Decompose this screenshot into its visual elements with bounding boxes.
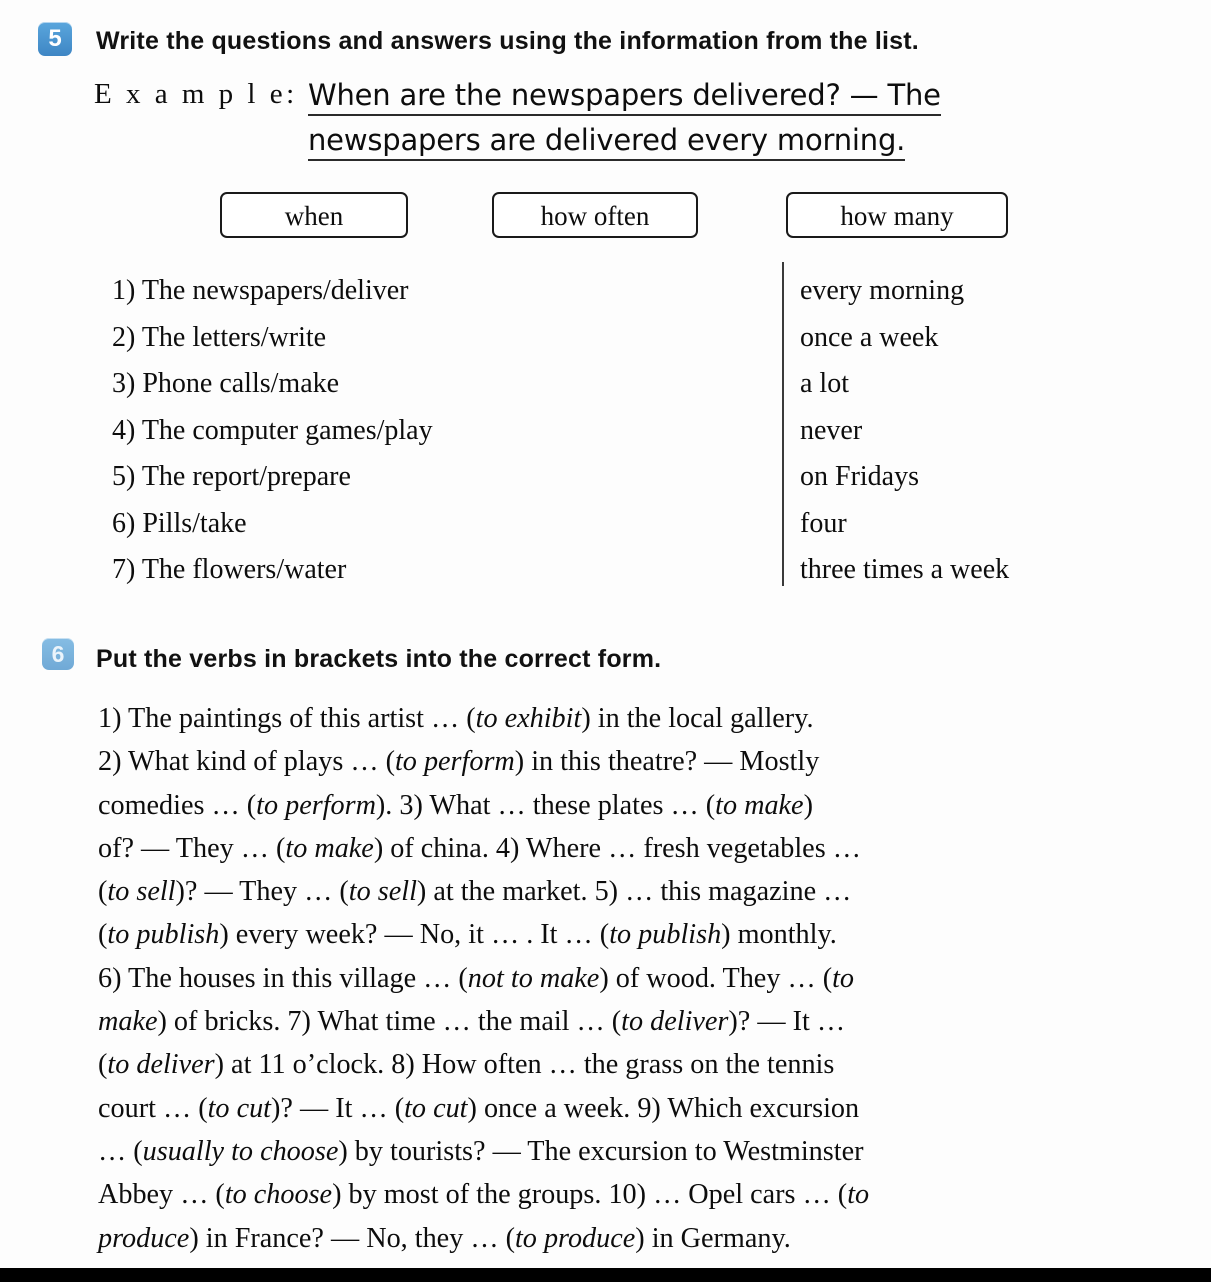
answer-options-list [800,268,1009,594]
list-item: 3) Phone calls/make [112,368,340,399]
body-line: 1) The paintings of this artist … (to exhibit) in the local gallery. [98,703,814,734]
list-item: every morning [800,275,965,306]
example-answer-line-1: When are the newspapers delivered? — The [308,78,941,116]
list-item: three times a week [800,554,1010,585]
body-line: (to publish) every week? — No, it … . It … (to publish) monthly. [98,919,837,951]
body-line: (to deliver) at 11 o’clock. 8) How often … the grass on the tennis [98,1049,835,1081]
body-line: Abbey … (to choose) by most of the groups. 10) … Opel cars … (to [98,1179,870,1211]
word-box-how-many[interactable]: how many [786,192,1008,238]
body-line: court … (to cut)? — It … (to cut) once a week. 9) Which excursion [98,1092,860,1124]
body-line: of? — They … (to make) of china. 4) Where … fresh vegetables … [98,832,861,864]
exercise-5-instruction: Write the questions and answers using the information from the list. [96,27,919,55]
exercise-number-badge-6: 6 [42,638,74,670]
exercise-number-badge-5: 5 [38,22,72,56]
body-line: produce) in France? — No, they … (to produce) in Germany. [98,1222,791,1254]
list-item: never [800,414,863,446]
list-item: four [800,507,847,539]
exercise-6-instruction: Put the verbs in brackets into the correct form. [96,645,662,673]
body-line: 6) The houses in this village … (not to make) of wood. They … (to [98,962,855,994]
list-item: 5) The report/prepare [112,461,351,492]
page-bottom-band [0,1268,1211,1282]
word-box-when[interactable]: when [220,192,408,238]
body-line: make) of bricks. 7) What time … the mail … (to deliver)? — It … [98,1006,846,1038]
list-item: 6) Pills/take [112,507,247,539]
exercise-6-body [98,697,1158,1260]
list-item: 1) The newspapers/deliver [112,275,409,306]
body-line: (to sell)? — They … (to sell) at the market. 5) … this magazine … [98,876,852,908]
column-divider [782,262,784,586]
list-item: on Fridays [800,461,919,492]
list-item: a lot [800,368,849,399]
list-item: 4) The computer games/play [112,414,433,446]
list-item: once a week [800,321,939,353]
body-line: 2) What kind of plays … (to perform) in this theatre? — Mostly [98,746,820,778]
list-item: 7) The flowers/water [112,554,347,585]
list-item: 2) The letters/write [112,321,327,353]
example-answer-line-2: newspapers are delivered every morning. [308,123,905,161]
example-label: E x a m p l e: [94,78,298,110]
prompt-list [112,268,433,594]
word-box-how-often[interactable]: how often [492,192,698,238]
body-line: … (usually to choose) by tourists? — The excursion to Westminster [98,1135,864,1167]
body-line: comedies … (to perform). 3) What … these plates … (to make) [98,789,813,821]
